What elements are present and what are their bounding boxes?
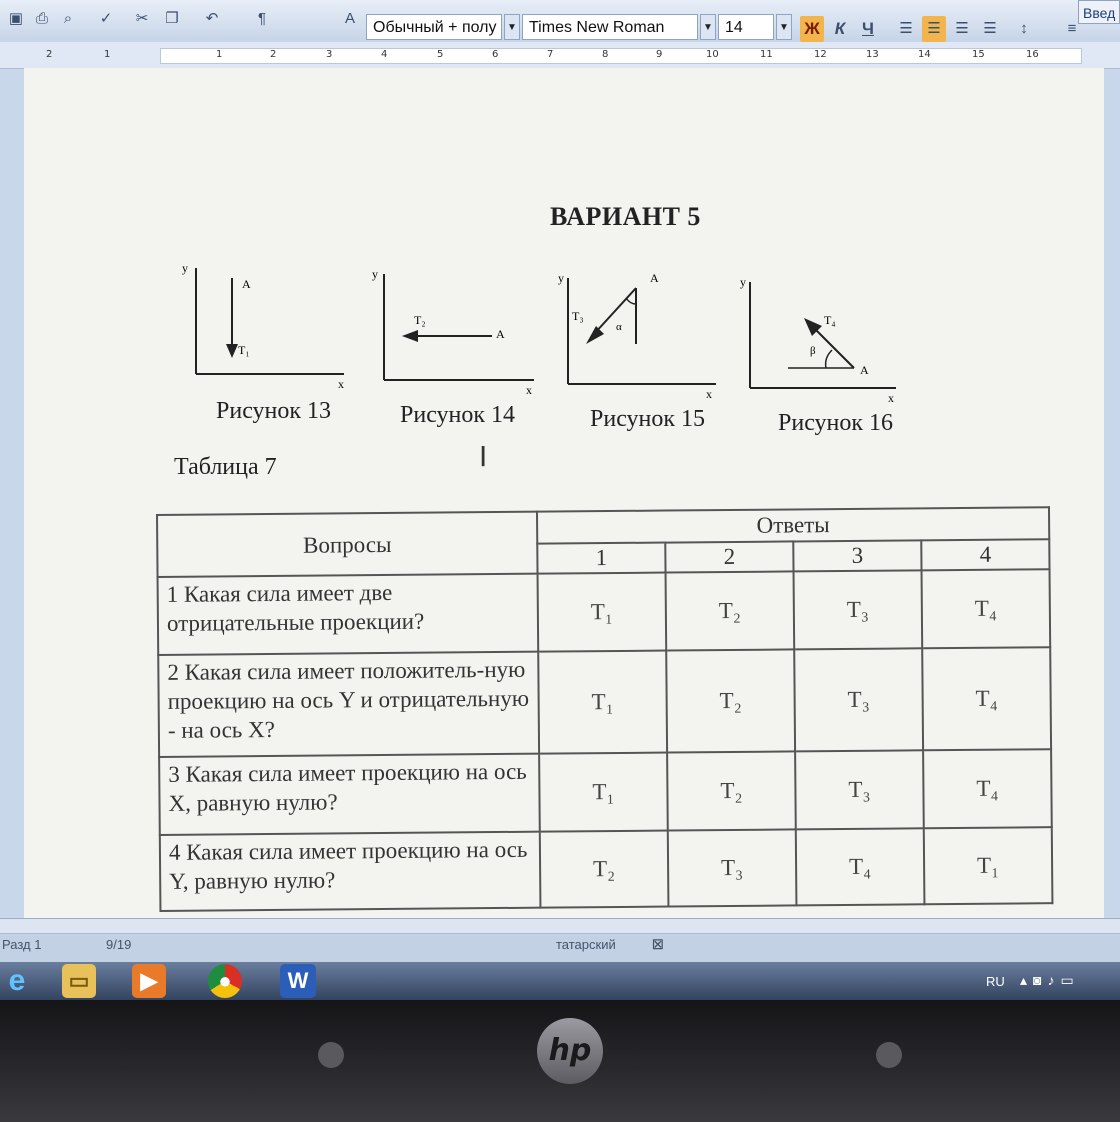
hp-logo: hp <box>537 1018 603 1084</box>
questions-header: Вопросы <box>157 512 538 577</box>
justify-icon[interactable]: ☰ <box>983 20 997 37</box>
system-tray-icons[interactable]: ▴◙♪▭ <box>1020 972 1080 988</box>
align-left-icon[interactable]: ☰ <box>899 20 913 37</box>
table-row <box>158 647 1051 757</box>
ruler-tick: 13 <box>866 49 879 60</box>
list-icon[interactable]: ≡ <box>1067 20 1077 37</box>
laptop-bezel <box>0 1000 1120 1122</box>
figure-14 <box>364 264 544 400</box>
answer-cell: T₄ <box>922 647 1051 750</box>
answer-cell: T₁ <box>538 651 667 754</box>
section-indicator: Разд 1 <box>2 937 42 952</box>
ruler-tick: 9 <box>656 49 663 60</box>
force-label: T₃ <box>572 309 584 323</box>
x-axis-label: x <box>526 383 532 397</box>
document-page[interactable] <box>24 68 1104 918</box>
hinge <box>318 1042 344 1068</box>
table-row <box>160 827 1053 911</box>
force-label: T₁ <box>238 343 250 357</box>
ruler-tick: 1 <box>104 49 111 60</box>
angle-label: α <box>616 321 622 333</box>
font-dropdown-arrow[interactable]: ▼ <box>700 14 716 40</box>
undo-icon[interactable]: ↶ <box>205 10 219 27</box>
ruler-tick: 15 <box>972 49 985 60</box>
font-size-dropdown-arrow[interactable]: ▼ <box>776 14 792 40</box>
ruler-tick: 14 <box>918 49 931 60</box>
answer-cell: T₃ <box>794 570 923 649</box>
input-language[interactable]: RU <box>986 974 1005 989</box>
point-label: A <box>860 363 869 377</box>
enter-button[interactable]: Введ <box>1078 0 1120 24</box>
copy-icon[interactable]: ❐ <box>165 10 179 27</box>
x-axis-label: x <box>888 391 894 405</box>
answer-cell: T₂ <box>540 831 669 908</box>
answer-number: 2 <box>665 541 793 572</box>
answer-cell: T₂ <box>667 751 796 830</box>
spellcheck-status-icon[interactable]: ☒ <box>652 937 664 952</box>
taskbar <box>0 962 1120 1000</box>
figure-caption: Рисунок 15 <box>590 406 706 432</box>
y-axis-label: y <box>558 271 564 285</box>
figure-13 <box>174 258 354 394</box>
answer-number: 3 <box>793 540 921 571</box>
align-center-icon[interactable]: ☰ <box>922 16 946 42</box>
question-cell: 1 Какая сила имеет две отрицательные проекции? <box>158 574 539 655</box>
answer-cell: T₁ <box>924 827 1053 904</box>
ruler-tick: 8 <box>602 49 609 60</box>
answer-cell: T₁ <box>539 753 668 832</box>
answers-header: Ответы <box>537 507 1049 543</box>
italic-icon[interactable]: К <box>834 19 846 38</box>
spelling-icon[interactable]: ✓ <box>99 10 113 27</box>
answer-cell: T₂ <box>666 649 795 752</box>
align-right-icon[interactable]: ☰ <box>955 20 969 37</box>
question-cell: 4 Какая сила имеет проекцию на ось Y, равную нулю? <box>160 832 541 911</box>
styles-icon[interactable]: A <box>344 10 355 27</box>
question-cell: 3 Какая сила имеет проекцию на ось X, равную нулю? <box>159 754 540 835</box>
horizontal-ruler[interactable] <box>0 42 1120 69</box>
figure-caption: Рисунок 14 <box>400 402 516 428</box>
explorer-icon[interactable]: ▭ <box>62 964 96 998</box>
answer-number: 1 <box>537 543 665 574</box>
answer-cell: T₄ <box>923 749 1052 828</box>
answer-cell: T₄ <box>796 828 925 905</box>
table-row <box>158 569 1051 655</box>
cut-icon[interactable]: ✂ <box>135 10 149 27</box>
ruler-tick: 12 <box>814 49 827 60</box>
ruler-tick: 2 <box>270 49 277 60</box>
style-dropdown-arrow[interactable]: ▼ <box>504 14 520 40</box>
horizontal-scrollbar[interactable] <box>0 919 1120 934</box>
answer-cell: T₁ <box>538 573 667 652</box>
pilcrow-icon[interactable]: ¶ <box>257 10 267 27</box>
point-label: A <box>242 277 251 291</box>
ruler-tick: 6 <box>492 49 499 60</box>
ruler-tick: 1 <box>216 49 223 60</box>
page-indicator: 9/19 <box>106 937 132 952</box>
questions-table <box>156 506 1053 912</box>
answer-cell: T₃ <box>668 829 797 906</box>
answer-number: 4 <box>921 539 1049 570</box>
answer-cell: T₄ <box>922 569 1051 648</box>
preview-icon[interactable]: ⌕ <box>63 10 73 27</box>
force-label: T₄ <box>824 313 836 327</box>
ruler-tick: 5 <box>437 49 444 60</box>
language-indicator[interactable]: татарский <box>556 937 616 952</box>
angle-label: β <box>810 345 816 357</box>
answer-cell: T₃ <box>794 648 923 751</box>
ruler-tick: 2 <box>46 49 53 60</box>
ruler-tick: 11 <box>760 49 773 60</box>
word-icon[interactable]: W <box>280 964 316 998</box>
status-bar <box>0 918 1120 963</box>
ruler-tick: 3 <box>326 49 333 60</box>
table-row <box>159 749 1052 835</box>
question-cell: 2 Какая сила имеет положитель-ную проекцию на ось Y и отрицательную - на ось X? <box>158 652 539 757</box>
print-icon[interactable]: ⎙ <box>35 10 48 27</box>
hinge <box>876 1042 902 1068</box>
figure-15 <box>550 268 730 404</box>
ruler-tick: 10 <box>706 49 719 60</box>
page-title: ВАРИАНТ 5 <box>550 202 701 231</box>
point-label: A <box>650 271 659 285</box>
y-axis-label: y <box>372 267 378 281</box>
save-icon[interactable]: ▣ <box>8 10 24 27</box>
chrome-icon[interactable]: ● <box>208 964 242 998</box>
line-spacing-icon[interactable]: ↕ <box>1020 20 1028 37</box>
text-cursor-icon: I <box>479 440 488 473</box>
ruler-tick: 16 <box>1026 49 1039 60</box>
force-label: T₂ <box>414 313 426 327</box>
figure-16 <box>732 274 912 410</box>
ruler-text-area <box>160 48 1082 64</box>
ruler-tick: 7 <box>547 49 554 60</box>
point-label: A <box>496 327 505 341</box>
media-player-icon[interactable]: ▶ <box>132 964 166 998</box>
y-axis-label: y <box>182 261 188 275</box>
figure-caption: Рисунок 16 <box>778 410 894 436</box>
table-caption: Таблица 7 <box>174 454 277 480</box>
x-axis-label: x <box>338 377 344 391</box>
y-axis-label: y <box>740 275 746 289</box>
answer-cell: T₃ <box>795 750 924 829</box>
figure-caption: Рисунок 13 <box>216 398 332 424</box>
style-combo[interactable]: Обычный + полу <box>366 14 502 40</box>
ruler-tick: 4 <box>381 49 388 60</box>
font-combo[interactable]: Times New Roman <box>522 14 698 40</box>
bold-icon[interactable]: Ж <box>800 16 824 42</box>
formatting-toolbar <box>0 0 1120 43</box>
underline-icon[interactable]: Ч <box>862 19 874 38</box>
x-axis-label: x <box>706 387 712 401</box>
answer-cell: T₂ <box>666 571 795 650</box>
ie-icon[interactable]: e <box>8 964 26 997</box>
font-size-combo[interactable]: 14 <box>718 14 774 40</box>
